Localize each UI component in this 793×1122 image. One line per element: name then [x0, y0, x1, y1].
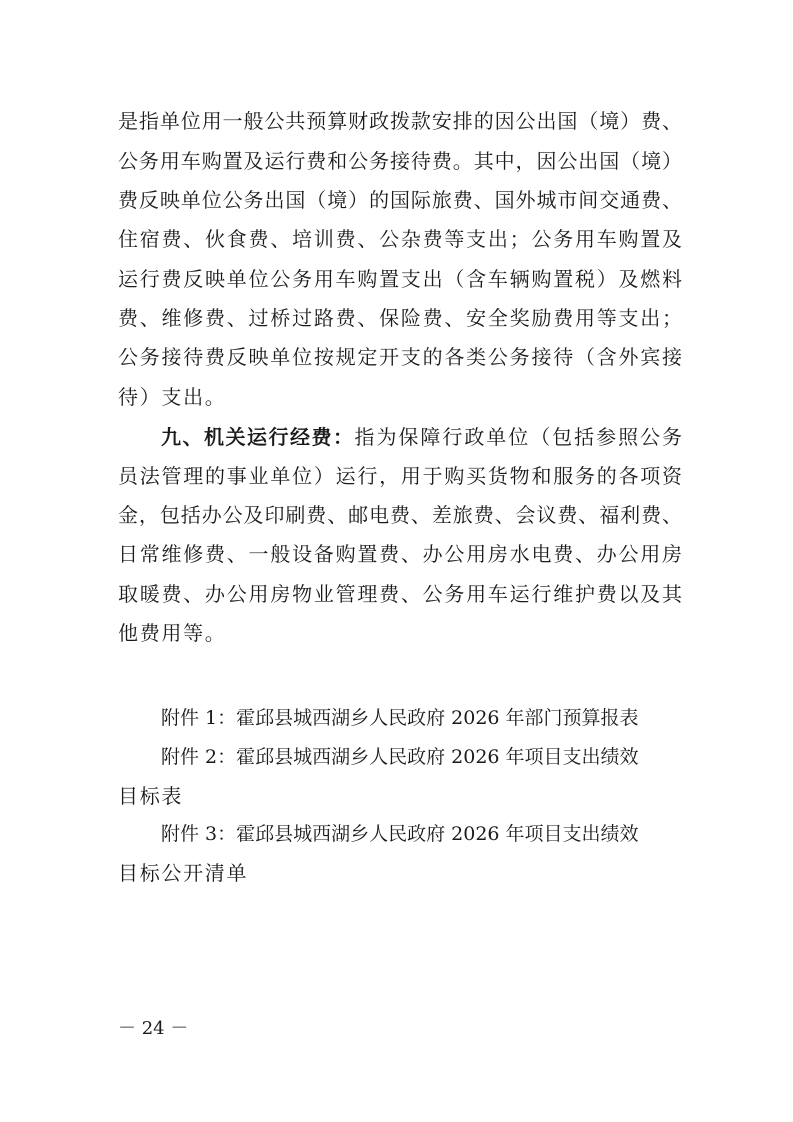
section-9-first-line — [161, 425, 682, 449]
paragraph-line: 日常维修费、一般设备购置费、办公用房水电费、办公用房 — [118, 542, 682, 566]
paragraph-line: 公务接待费反映单位按规定开支的各类公务接待（含外宾接 — [118, 345, 682, 369]
attachment-3-cont: 目标公开清单 — [118, 861, 249, 885]
paragraph-line: 他费用等。 — [118, 621, 227, 645]
paragraph-line: 费反映单位公务出国（境）的国际旅费、国外城市间交通费、 — [118, 188, 682, 212]
paragraph-line: 公务用车购置及运行费和公务接待费。其中，因公出国（境） — [118, 149, 682, 173]
section-9-heading: 九、机关运行经费： — [161, 425, 355, 449]
page-number: － 24 － — [118, 1018, 189, 1039]
attachment-3: 附件 3：霍邱县城西湖乡人民政府 2026 年项目支出绩效 — [161, 823, 639, 845]
paragraph-line: 取暖费、办公用房物业管理费、公务用车运行维护费以及其 — [118, 582, 682, 606]
attachment-1: 附件 1：霍邱县城西湖乡人民政府 2026 年部门预算报表 — [161, 707, 639, 729]
paragraph-line: 金，包括办公及印刷费、邮电费、差旅费、会议费、福利费、 — [118, 503, 682, 527]
section-9-text: 指为保障行政单位（包括参照公务 — [354, 425, 682, 449]
attachment-2: 附件 2：霍邱县城西湖乡人民政府 2026 年项目支出绩效 — [161, 746, 639, 768]
paragraph-line: 费、维修费、过桥过路费、保险费、安全奖励费用等支出； — [118, 306, 682, 330]
attachment-2-cont: 目标表 — [118, 784, 184, 808]
paragraph-line: 运行费反映单位公务用车购置支出（含车辆购置税）及燃料 — [118, 267, 682, 291]
paragraph-line: 是指单位用一般公共预算财政拨款安排的因公出国（境）费、 — [118, 109, 682, 133]
paragraph-line: 员法管理的事业单位）运行，用于购买货物和服务的各项资 — [118, 464, 682, 488]
paragraph-line: 住宿费、伙食费、培训费、公杂费等支出；公务用车购置及 — [118, 227, 682, 251]
paragraph-line: 待）支出。 — [118, 385, 227, 409]
